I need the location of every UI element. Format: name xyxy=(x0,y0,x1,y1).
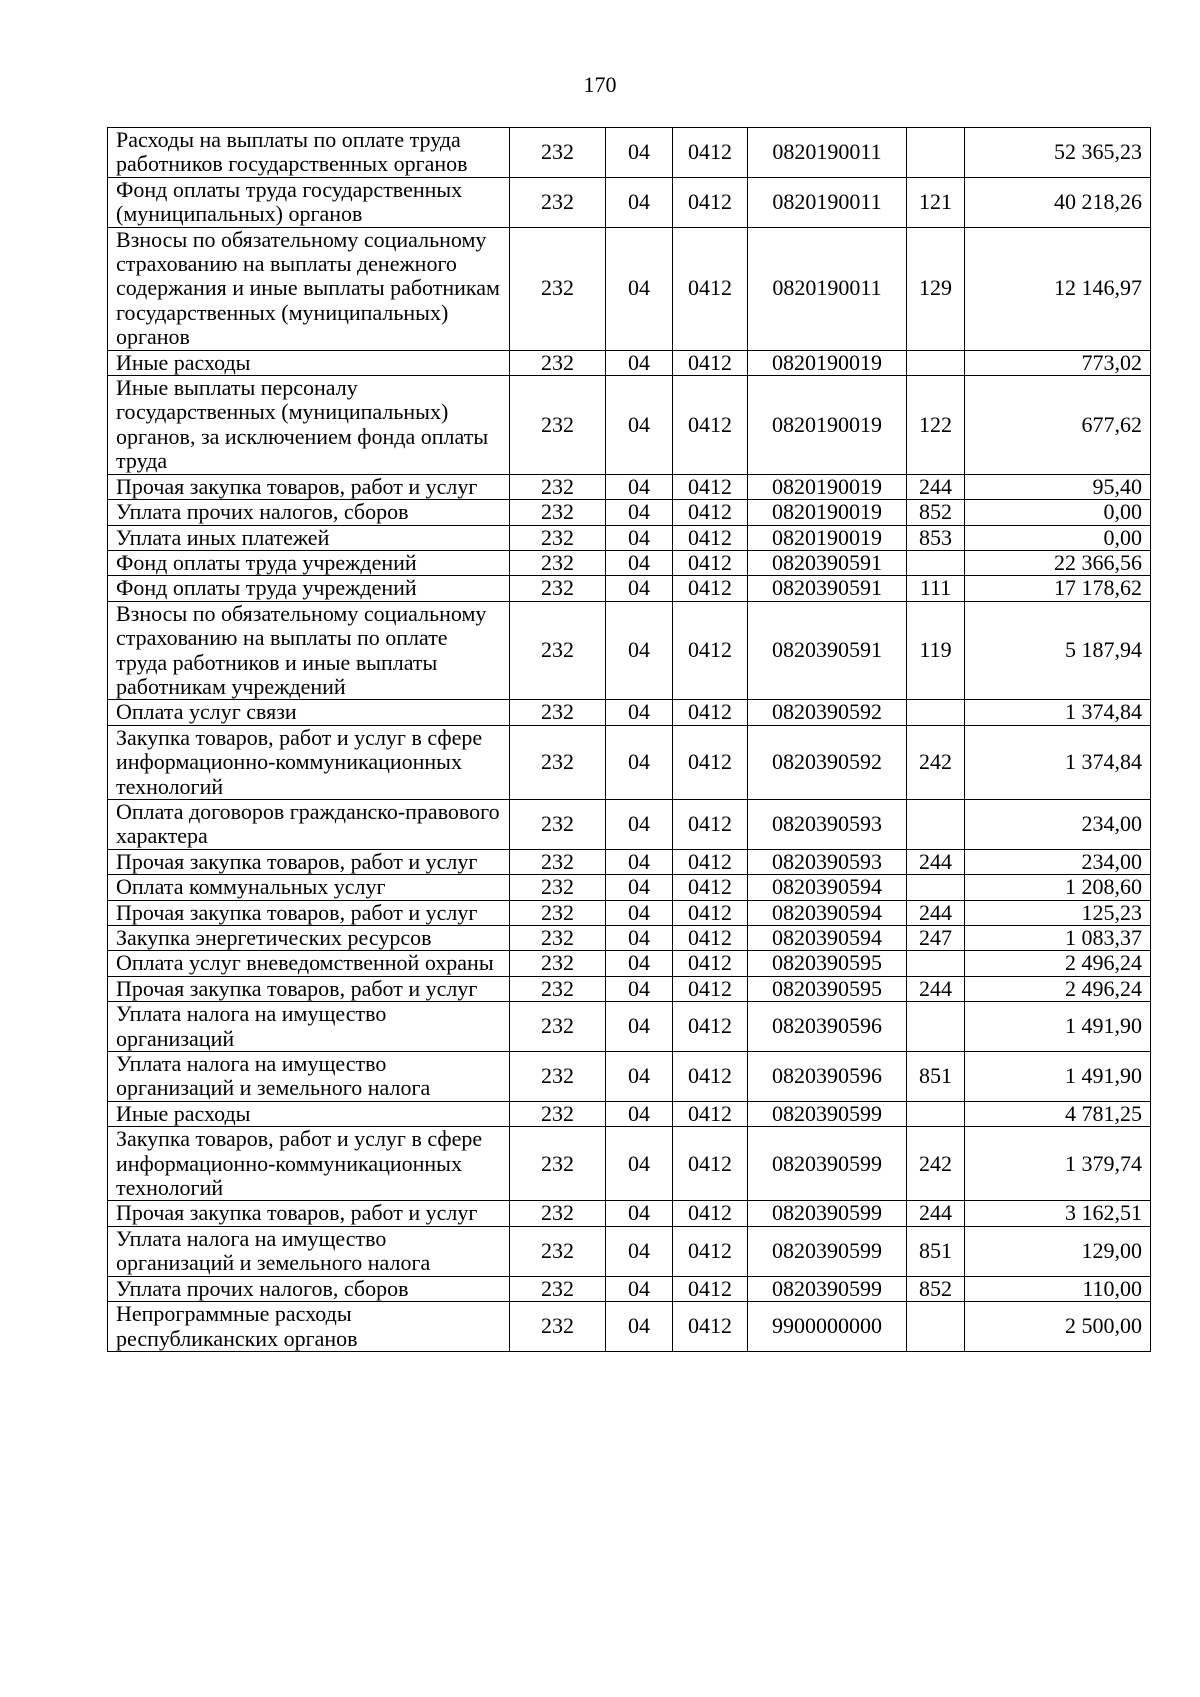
expense-name-cell: Прочая закупка товаров, работ и услуг xyxy=(108,1201,510,1226)
expense-type-cell: 853 xyxy=(907,525,965,550)
subsection-code-cell: 0412 xyxy=(673,1127,748,1201)
section-code-cell: 04 xyxy=(606,601,673,700)
table-row xyxy=(108,227,1151,350)
amount-cell: 5 187,94 xyxy=(965,601,1151,700)
expense-type-cell xyxy=(907,799,965,849)
amount-cell: 22 366,56 xyxy=(965,550,1151,575)
target-article-cell: 0820190019 xyxy=(748,525,907,550)
department-code-cell: 232 xyxy=(510,500,606,525)
table-row xyxy=(108,1002,1151,1052)
section-code-cell: 04 xyxy=(606,900,673,925)
expense-name-cell: Закупка товаров, работ и услуг в сфере информационно-коммуникационных технологий xyxy=(108,725,510,799)
target-article-cell: 0820190019 xyxy=(748,474,907,499)
subsection-code-cell: 0412 xyxy=(673,900,748,925)
table-row xyxy=(108,1226,1151,1276)
amount-cell: 12 146,97 xyxy=(965,227,1151,350)
subsection-code-cell: 0412 xyxy=(673,951,748,976)
table-row xyxy=(108,376,1151,475)
department-code-cell: 232 xyxy=(510,926,606,951)
amount-cell: 1 379,74 xyxy=(965,1127,1151,1201)
subsection-code-cell: 0412 xyxy=(673,725,748,799)
expense-name-cell: Уплата прочих налогов, сборов xyxy=(108,500,510,525)
table-row xyxy=(108,525,1151,550)
target-article-cell: 0820190019 xyxy=(748,350,907,375)
subsection-code-cell: 0412 xyxy=(673,926,748,951)
table-row xyxy=(108,500,1151,525)
subsection-code-cell: 0412 xyxy=(673,350,748,375)
expense-type-cell: 242 xyxy=(907,725,965,799)
target-article-cell: 0820390595 xyxy=(748,976,907,1001)
expense-type-cell xyxy=(907,128,965,178)
expense-type-cell xyxy=(907,700,965,725)
section-code-cell: 04 xyxy=(606,177,673,227)
amount-cell: 234,00 xyxy=(965,849,1151,874)
expense-type-cell xyxy=(907,951,965,976)
amount-cell: 234,00 xyxy=(965,799,1151,849)
department-code-cell: 232 xyxy=(510,474,606,499)
amount-cell: 0,00 xyxy=(965,525,1151,550)
section-code-cell: 04 xyxy=(606,1276,673,1301)
page-number: 170 xyxy=(583,72,617,97)
table-row xyxy=(108,177,1151,227)
section-code-cell: 04 xyxy=(606,576,673,601)
table-row xyxy=(108,128,1151,178)
amount-cell: 95,40 xyxy=(965,474,1151,499)
expense-name-cell: Иные расходы xyxy=(108,350,510,375)
target-article-cell: 0820390592 xyxy=(748,725,907,799)
table-row xyxy=(108,350,1151,375)
expense-name-cell: Фонд оплаты труда учреждений xyxy=(108,576,510,601)
section-code-cell: 04 xyxy=(606,799,673,849)
table-row xyxy=(108,550,1151,575)
target-article-cell: 0820390596 xyxy=(748,1052,907,1102)
subsection-code-cell: 0412 xyxy=(673,376,748,475)
section-code-cell: 04 xyxy=(606,376,673,475)
section-code-cell: 04 xyxy=(606,1101,673,1126)
expense-type-cell: 244 xyxy=(907,474,965,499)
amount-cell: 1 374,84 xyxy=(965,700,1151,725)
target-article-cell: 0820390599 xyxy=(748,1101,907,1126)
expense-type-cell: 851 xyxy=(907,1052,965,1102)
department-code-cell: 232 xyxy=(510,1127,606,1201)
amount-cell: 0,00 xyxy=(965,500,1151,525)
subsection-code-cell: 0412 xyxy=(673,1201,748,1226)
target-article-cell: 0820190019 xyxy=(748,500,907,525)
department-code-cell: 232 xyxy=(510,128,606,178)
table-row xyxy=(108,1276,1151,1301)
section-code-cell: 04 xyxy=(606,1052,673,1102)
expense-type-cell: 122 xyxy=(907,376,965,475)
budget-table xyxy=(107,127,1151,1352)
section-code-cell: 04 xyxy=(606,1226,673,1276)
table-row xyxy=(108,849,1151,874)
section-code-cell: 04 xyxy=(606,525,673,550)
amount-cell: 2 496,24 xyxy=(965,951,1151,976)
department-code-cell: 232 xyxy=(510,700,606,725)
section-code-cell: 04 xyxy=(606,849,673,874)
section-code-cell: 04 xyxy=(606,725,673,799)
amount-cell: 1 374,84 xyxy=(965,725,1151,799)
amount-cell: 2 496,24 xyxy=(965,976,1151,1001)
expense-type-cell: 244 xyxy=(907,849,965,874)
department-code-cell: 232 xyxy=(510,1101,606,1126)
expense-type-cell: 852 xyxy=(907,500,965,525)
department-code-cell: 232 xyxy=(510,550,606,575)
expense-name-cell: Фонд оплаты труда учреждений xyxy=(108,550,510,575)
amount-cell: 52 365,23 xyxy=(965,128,1151,178)
expense-name-cell: Прочая закупка товаров, работ и услуг xyxy=(108,849,510,874)
department-code-cell: 232 xyxy=(510,177,606,227)
expense-type-cell: 244 xyxy=(907,976,965,1001)
subsection-code-cell: 0412 xyxy=(673,128,748,178)
amount-cell: 1 491,90 xyxy=(965,1002,1151,1052)
section-code-cell: 04 xyxy=(606,350,673,375)
expense-type-cell: 244 xyxy=(907,1201,965,1226)
expense-type-cell: 242 xyxy=(907,1127,965,1201)
expense-type-cell: 111 xyxy=(907,576,965,601)
expense-type-cell: 247 xyxy=(907,926,965,951)
target-article-cell: 0820390591 xyxy=(748,550,907,575)
table-row xyxy=(108,976,1151,1001)
table-row xyxy=(108,474,1151,499)
subsection-code-cell: 0412 xyxy=(673,799,748,849)
table-row xyxy=(108,1101,1151,1126)
section-code-cell: 04 xyxy=(606,474,673,499)
expense-name-cell: Иные выплаты персоналу государственных (муниципальных) органов, за исключением фонда оплаты труда xyxy=(108,376,510,475)
subsection-code-cell: 0412 xyxy=(673,1052,748,1102)
expense-name-cell: Закупка товаров, работ и услуг в сфере информационно-коммуникационных технологий xyxy=(108,1127,510,1201)
target-article-cell: 0820190019 xyxy=(748,376,907,475)
section-code-cell: 04 xyxy=(606,1127,673,1201)
expense-name-cell: Уплата иных платежей xyxy=(108,525,510,550)
department-code-cell: 232 xyxy=(510,525,606,550)
target-article-cell: 0820390592 xyxy=(748,700,907,725)
table-row xyxy=(108,1127,1151,1201)
target-article-cell: 0820390591 xyxy=(748,601,907,700)
expense-name-cell: Непрограммные расходы республиканских органов xyxy=(108,1302,510,1352)
subsection-code-cell: 0412 xyxy=(673,576,748,601)
table-row xyxy=(108,601,1151,700)
subsection-code-cell: 0412 xyxy=(673,550,748,575)
expense-name-cell: Взносы по обязательному социальному страхованию на выплаты по оплате труда работников и иные выплаты работникам учреждений xyxy=(108,601,510,700)
section-code-cell: 04 xyxy=(606,128,673,178)
table-row xyxy=(108,900,1151,925)
section-code-cell: 04 xyxy=(606,926,673,951)
department-code-cell: 232 xyxy=(510,350,606,375)
subsection-code-cell: 0412 xyxy=(673,474,748,499)
section-code-cell: 04 xyxy=(606,875,673,900)
target-article-cell: 0820390594 xyxy=(748,900,907,925)
expense-type-cell xyxy=(907,350,965,375)
target-article-cell: 0820390594 xyxy=(748,875,907,900)
department-code-cell: 232 xyxy=(510,900,606,925)
subsection-code-cell: 0412 xyxy=(673,1302,748,1352)
department-code-cell: 232 xyxy=(510,799,606,849)
subsection-code-cell: 0412 xyxy=(673,601,748,700)
expense-type-cell xyxy=(907,1302,965,1352)
section-code-cell: 04 xyxy=(606,1201,673,1226)
amount-cell: 17 178,62 xyxy=(965,576,1151,601)
subsection-code-cell: 0412 xyxy=(673,500,748,525)
expense-name-cell: Иные расходы xyxy=(108,1101,510,1126)
target-article-cell: 0820390593 xyxy=(748,799,907,849)
target-article-cell: 0820190011 xyxy=(748,227,907,350)
expense-type-cell: 851 xyxy=(907,1226,965,1276)
amount-cell: 4 781,25 xyxy=(965,1101,1151,1126)
department-code-cell: 232 xyxy=(510,849,606,874)
section-code-cell: 04 xyxy=(606,550,673,575)
expense-name-cell: Взносы по обязательному социальному страхованию на выплаты денежного содержания и иные выплаты работникам государственных (муниципальных) органов xyxy=(108,227,510,350)
department-code-cell: 232 xyxy=(510,227,606,350)
target-article-cell: 0820390599 xyxy=(748,1201,907,1226)
expense-name-cell: Оплата услуг связи xyxy=(108,700,510,725)
expense-type-cell xyxy=(907,550,965,575)
amount-cell: 1 083,37 xyxy=(965,926,1151,951)
expense-name-cell: Оплата коммунальных услуг xyxy=(108,875,510,900)
amount-cell: 129,00 xyxy=(965,1226,1151,1276)
department-code-cell: 232 xyxy=(510,1302,606,1352)
amount-cell: 1 208,60 xyxy=(965,875,1151,900)
section-code-cell: 04 xyxy=(606,976,673,1001)
expense-type-cell xyxy=(907,1101,965,1126)
department-code-cell: 232 xyxy=(510,1276,606,1301)
target-article-cell: 0820390593 xyxy=(748,849,907,874)
amount-cell: 773,02 xyxy=(965,350,1151,375)
target-article-cell: 0820390599 xyxy=(748,1226,907,1276)
section-code-cell: 04 xyxy=(606,1002,673,1052)
department-code-cell: 232 xyxy=(510,951,606,976)
subsection-code-cell: 0412 xyxy=(673,976,748,1001)
target-article-cell: 0820390594 xyxy=(748,926,907,951)
expense-type-cell: 852 xyxy=(907,1276,965,1301)
department-code-cell: 232 xyxy=(510,376,606,475)
table-row xyxy=(108,576,1151,601)
department-code-cell: 232 xyxy=(510,1052,606,1102)
expense-name-cell: Оплата договоров гражданско-правового характера xyxy=(108,799,510,849)
table-row xyxy=(108,1302,1151,1352)
target-article-cell: 0820390591 xyxy=(748,576,907,601)
department-code-cell: 232 xyxy=(510,576,606,601)
subsection-code-cell: 0412 xyxy=(673,227,748,350)
amount-cell: 2 500,00 xyxy=(965,1302,1151,1352)
table-body xyxy=(108,128,1151,1352)
amount-cell: 110,00 xyxy=(965,1276,1151,1301)
subsection-code-cell: 0412 xyxy=(673,177,748,227)
expense-type-cell: 119 xyxy=(907,601,965,700)
target-article-cell: 0820390595 xyxy=(748,951,907,976)
table-row xyxy=(108,1201,1151,1226)
subsection-code-cell: 0412 xyxy=(673,1101,748,1126)
amount-cell: 125,23 xyxy=(965,900,1151,925)
department-code-cell: 232 xyxy=(510,1002,606,1052)
expense-name-cell: Прочая закупка товаров, работ и услуг xyxy=(108,976,510,1001)
section-code-cell: 04 xyxy=(606,951,673,976)
expense-name-cell: Уплата прочих налогов, сборов xyxy=(108,1276,510,1301)
expense-name-cell: Оплата услуг вневедомственной охраны xyxy=(108,951,510,976)
table-row xyxy=(108,700,1151,725)
expense-type-cell xyxy=(907,875,965,900)
expense-name-cell: Закупка энергетических ресурсов xyxy=(108,926,510,951)
expense-type-cell: 121 xyxy=(907,177,965,227)
target-article-cell: 0820190011 xyxy=(748,177,907,227)
subsection-code-cell: 0412 xyxy=(673,1276,748,1301)
department-code-cell: 232 xyxy=(510,601,606,700)
table-row xyxy=(108,875,1151,900)
table-row xyxy=(108,1052,1151,1102)
table-row xyxy=(108,799,1151,849)
subsection-code-cell: 0412 xyxy=(673,875,748,900)
target-article-cell: 0820390596 xyxy=(748,1002,907,1052)
target-article-cell: 0820190011 xyxy=(748,128,907,178)
subsection-code-cell: 0412 xyxy=(673,849,748,874)
expense-type-cell xyxy=(907,1002,965,1052)
department-code-cell: 232 xyxy=(510,725,606,799)
expense-name-cell: Уплата налога на имущество организаций и земельного налога xyxy=(108,1052,510,1102)
amount-cell: 1 491,90 xyxy=(965,1052,1151,1102)
expense-name-cell: Прочая закупка товаров, работ и услуг xyxy=(108,900,510,925)
target-article-cell: 0820390599 xyxy=(748,1127,907,1201)
expense-name-cell: Уплата налога на имущество организаций и земельного налога xyxy=(108,1226,510,1276)
amount-cell: 677,62 xyxy=(965,376,1151,475)
department-code-cell: 232 xyxy=(510,875,606,900)
section-code-cell: 04 xyxy=(606,1302,673,1352)
expense-name-cell: Уплата налога на имущество организаций xyxy=(108,1002,510,1052)
expense-type-cell: 244 xyxy=(907,900,965,925)
amount-cell: 40 218,26 xyxy=(965,177,1151,227)
section-code-cell: 04 xyxy=(606,500,673,525)
subsection-code-cell: 0412 xyxy=(673,1002,748,1052)
table-row xyxy=(108,926,1151,951)
table-row xyxy=(108,951,1151,976)
department-code-cell: 232 xyxy=(510,1226,606,1276)
subsection-code-cell: 0412 xyxy=(673,1226,748,1276)
department-code-cell: 232 xyxy=(510,1201,606,1226)
target-article-cell: 0820390599 xyxy=(748,1276,907,1301)
expense-name-cell: Фонд оплаты труда государственных (муниципальных) органов xyxy=(108,177,510,227)
subsection-code-cell: 0412 xyxy=(673,525,748,550)
target-article-cell: 9900000000 xyxy=(748,1302,907,1352)
expense-name-cell: Прочая закупка товаров, работ и услуг xyxy=(108,474,510,499)
subsection-code-cell: 0412 xyxy=(673,700,748,725)
department-code-cell: 232 xyxy=(510,976,606,1001)
section-code-cell: 04 xyxy=(606,227,673,350)
expense-type-cell: 129 xyxy=(907,227,965,350)
table-row xyxy=(108,725,1151,799)
expense-name-cell: Расходы на выплаты по оплате труда работников государственных органов xyxy=(108,128,510,178)
section-code-cell: 04 xyxy=(606,700,673,725)
amount-cell: 3 162,51 xyxy=(965,1201,1151,1226)
